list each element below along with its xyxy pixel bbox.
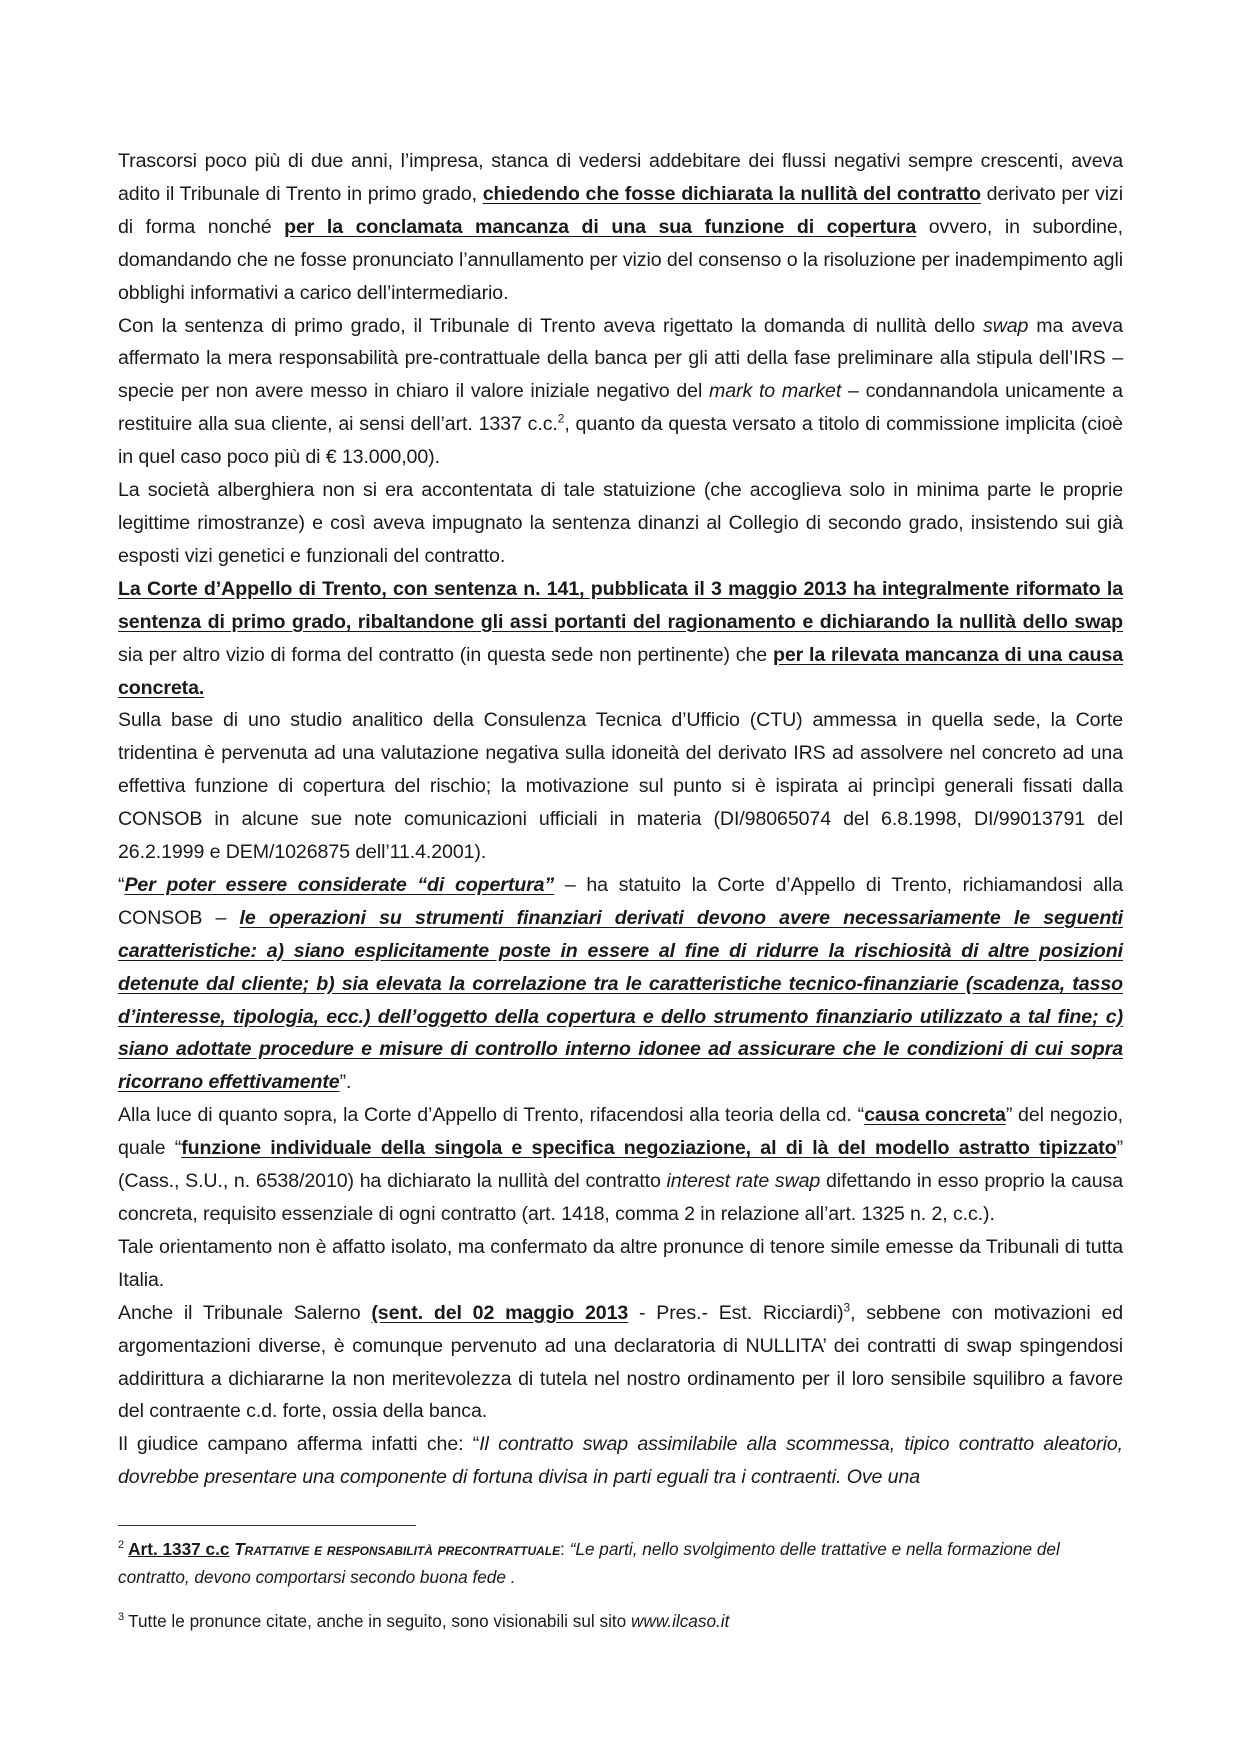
footnote-number: 3 — [118, 1611, 125, 1624]
text-segment: Il giudice campano afferma infatti che: “ — [118, 1433, 480, 1456]
paragraph — [118, 474, 1123, 573]
paragraph — [118, 869, 1123, 1099]
footnote-number: 2 — [118, 1539, 125, 1552]
text-segment: sia per altro vizio di forma del contratto (in questa sede non pertinente) che — [118, 643, 773, 666]
paragraph — [118, 310, 1123, 475]
text-segment: - Pres.- Est. Ricciardi) — [628, 1301, 844, 1324]
text-segment: derivato per vizi di forma nonché — [118, 182, 1124, 238]
footnote-quote: “Le parti, nello svolgimento delle trattative e nella formazione del contratto, devono comportarsi secondo buona fede . — [118, 1539, 1060, 1587]
footnote-text: Tutte le pronunce citate, anche in seguito, sono visionabili sul sito — [128, 1611, 631, 1631]
text-segment: , sebbene con motivazioni ed argomentazioni diverse, è comunque pervenuto ad una declaratoria di NULLITA’ dei contratti di swap spingendosi addirittura a dichiararne la non meritevolezza di tutela nel nostro ordinamento per il loro sensibile squilibro a favore del contraente c.d. forte, ossia della banca. — [118, 1301, 1123, 1423]
paragraph — [118, 1099, 1123, 1231]
footnote-3 — [118, 1607, 1123, 1635]
text-segment: ” (Cass., S.U., n. 6538/2010) ha dichiarato la nullità del contratto — [118, 1137, 1123, 1193]
text-segment: causa concreta — [864, 1104, 1006, 1127]
text-segment: Trascorsi poco più di due anni, l’impresa, stanca di vedersi addebitare dei flussi negativi sempre crescenti, aveva adito il Tribunale di Trento in primo grado, — [118, 150, 1123, 205]
paragraph — [118, 573, 1123, 705]
text-segment: interest rate swap — [666, 1170, 821, 1193]
footnote-site-link[interactable]: www.ilcaso.it — [631, 1611, 730, 1631]
document-body — [118, 145, 1123, 1494]
text-segment: ovvero, in subordine, domandando che ne fosse pronunciato l’annullamento per vizio del consenso o la risoluzione per inadempimento agli obblighi informativi a carico dell’intermediario. — [118, 215, 1123, 304]
text-segment: chiedendo che fosse dichiarata la nullità del contratto — [482, 182, 981, 205]
footnote-article-ref: Art. 1337 c.c — [128, 1539, 230, 1559]
footnotes — [118, 1535, 1123, 1635]
text-segment: ma aveva affermato la mera responsabilità pre-contrattuale della banca per gli atti della fase preliminare alla stipula dell’IRS – specie per non avere messo in chiaro il valore iniziale negativo del — [118, 314, 1123, 403]
text-segment: Sulla base di uno studio analitico della Consulenza Tecnica d’Ufficio (CTU) ammessa in quella sede, la Corte tridentina è pervenuta ad una valutazione negativa sulla idoneità del derivato IRS ad assolvere nel concreto ad una effettiva funzione di copertura del rischio; la motivazione sul punto si è ispirata ai princìpi generali fissati dalla CONSOB in alcune sue note comunicazioni ufficiali in materia (DI/98065074 del 6.8.1998, DI/99013791 del 26.2.1999 e DEM/1026875 dell’11.4.2001). — [118, 709, 1123, 864]
footnote-2 — [118, 1535, 1123, 1591]
text-segment: Per poter essere considerate “di copertura” — [124, 873, 555, 896]
text-segment: per la rilevata mancanza di una causa concreta. — [118, 643, 1123, 699]
text-segment: La società alberghiera non si era accontentata di tale statuizione (che accoglieva solo in minima parte le proprie legittime rimostranze) e così aveva impugnato la sentenza dinanzi al Collegio di secondo grado, insistendo sui già esposti vizi genetici e funzionali del contratto. — [118, 479, 1123, 567]
text-segment: Alla luce di quanto sopra, la Corte d’Appello di Trento, rifacendosi alla teoria della cd. “ — [118, 1104, 865, 1127]
paragraph — [118, 1297, 1123, 1429]
text-segment: La Corte d’Appello di Trento, con sentenza n. 141, pubblicata il 3 maggio 2013 ha integralmente riformato la sentenza di primo grado, ribaltandone gli assi portanti del ragionamento e dichiarando la nullità dello swap — [118, 577, 1123, 633]
text-segment: – ha statuito la Corte d’Appello di Trento, richiamandosi alla CONSOB – — [118, 873, 1123, 929]
footnote-article-title: Trattative e responsabilità precontrattuale — [234, 1539, 561, 1559]
text-segment: ”. — [339, 1071, 352, 1094]
footnote-colon: : — [560, 1539, 570, 1559]
paragraph — [118, 145, 1123, 310]
paragraph — [118, 1428, 1123, 1494]
text-segment: Anche il Tribunale Salerno — [118, 1301, 372, 1324]
text-segment: “ — [118, 873, 125, 896]
footnote-ref: 2 — [557, 411, 565, 426]
text-segment: Il contratto swap assimilabile alla scommessa, tipico contratto aleatorio, dovrebbe presentare una componente di fortuna divisa in parti eguali tra i contraenti. Ove una — [118, 1433, 1123, 1489]
paragraph — [118, 704, 1123, 869]
text-segment: swap — [983, 314, 1029, 337]
text-segment: (sent. del 02 maggio 2013 — [371, 1301, 629, 1324]
footnote-separator — [118, 1525, 416, 1526]
text-segment: difettando in esso proprio la causa concreta, requisito essenziale di ogni contratto (art. 1418, comma 2 in relazione all’art. 1325 n. 2, c.c.). — [118, 1170, 1123, 1225]
footnote-ref: 3 — [843, 1300, 851, 1315]
text-segment: Con la sentenza di primo grado, il Tribunale di Trento aveva rigettato la domanda di nullità dello — [118, 314, 983, 337]
paragraph — [118, 1231, 1123, 1297]
text-segment: Tale orientamento non è affatto isolato, ma confermato da altre pronunce di tenore simile emesse da Tribunali di tutta Italia. — [118, 1235, 1123, 1291]
text-segment: per la conclamata mancanza di una sua funzione di copertura — [284, 215, 917, 238]
text-segment: – condannandola unicamente a restituire alla sua cliente, ai sensi dell’art. 1337 c.c. — [118, 380, 1123, 436]
text-segment: ” del negozio, quale “ — [118, 1104, 1123, 1160]
text-segment: le operazioni su strumenti finanziari derivati devono avere necessariamente le seguenti caratteristiche: a) siano esplicitamente poste in essere al fine di ridurre la rischiosità di altre posizioni detenute dal cliente; b) sia elevata la correlazione tra le caratteristiche tecnico-finanziarie (scadenza, tasso d’interesse, tipologia, ecc.) dell’oggetto della copertura e dello strumento finanziario utilizzato a tal fine; c) siano adottate procedure e misure di controllo interno idonee ad assicurare che le condizioni di cui sopra ricorrano effettivamente — [118, 906, 1123, 1094]
text-segment: mark to market — [709, 380, 842, 403]
text-segment: funzione individuale della singola e specifica negoziazione, al di là del modello astratto tipizzato — [181, 1137, 1117, 1160]
text-segment: , quanto da questa versato a titolo di commissione implicita (cioè in quel caso poco più di € 13.000,00). — [118, 413, 1123, 469]
